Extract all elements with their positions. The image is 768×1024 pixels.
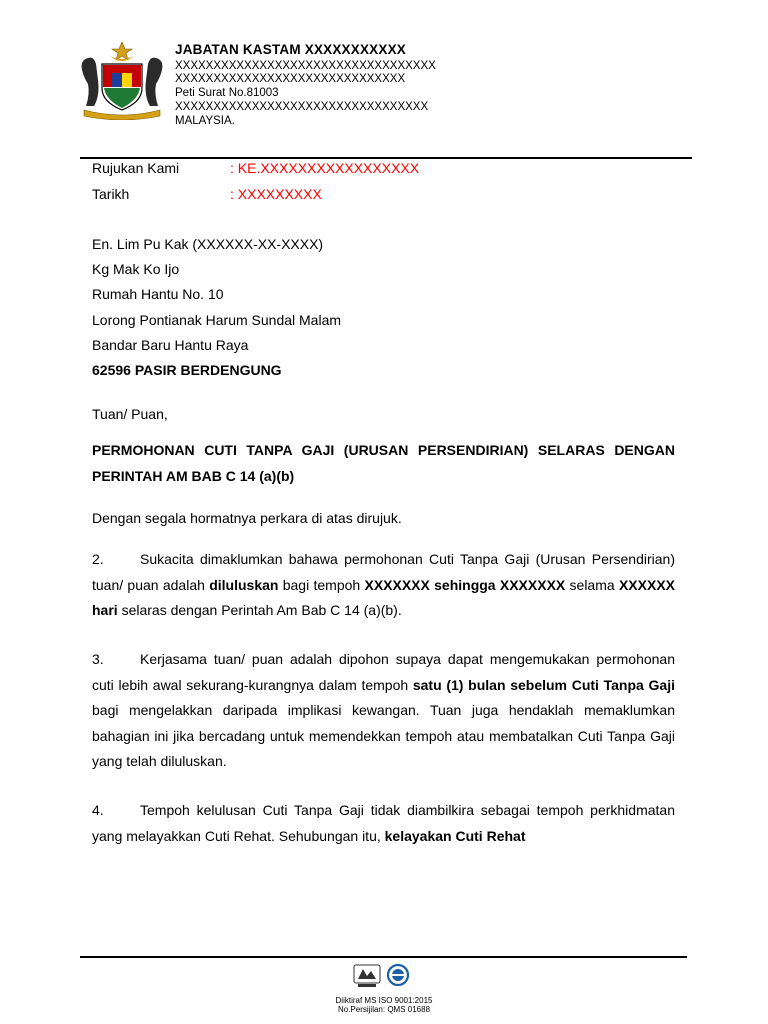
rujukan-value: : KE.XXXXXXXXXXXXXXXXX bbox=[230, 160, 420, 176]
paragraph-4: 4. Tempoh kelulusan Cuti Tanpa Gaji tidak diambilkira sebagai tempoh perkhidmatan yang melayakkan Cuti Rehat. Sehubungan itu, kelayakan Cuti Rehat bbox=[92, 798, 675, 849]
address-line-1: XXXXXXXXXXXXXXXXXXXXXXXXXXXXXXXXXX bbox=[175, 60, 436, 72]
recipient-address-line: Lorong Pontianak Harum Sundal Malam bbox=[92, 312, 342, 328]
paragraph-number: 3. bbox=[92, 651, 104, 667]
recipient-address-line: Kg Mak Ko Ijo bbox=[92, 261, 180, 277]
address-line-3: XXXXXXXXXXXXXXXXXXXXXXXXXXXXXXXXX bbox=[175, 101, 429, 113]
iso-certification-logos-icon bbox=[352, 962, 416, 992]
letter-subject: PERMOHONAN CUTI TANPA GAJI (URUSAN PERSENDIRIAN) SELARAS DENGAN PERINTAH AM BAB C 14 (a)(b) bbox=[92, 442, 675, 484]
header-divider bbox=[80, 157, 692, 159]
address-line-2: XXXXXXXXXXXXXXXXXXXXXXXXXXXXXX bbox=[175, 73, 406, 85]
department-title: JABATAN KASTAM XXXXXXXXXXX bbox=[175, 42, 406, 57]
salutation: Tuan/ Puan, bbox=[92, 406, 168, 422]
paragraph-number: 2. bbox=[92, 551, 104, 567]
recipient-address-line: Bandar Baru Hantu Raya bbox=[92, 337, 249, 353]
recipient-address-line: Rumah Hantu No. 10 bbox=[92, 286, 224, 302]
tarikh-value: : XXXXXXXXX bbox=[230, 186, 322, 202]
coat-of-arms-icon bbox=[76, 40, 168, 120]
paragraph-3: 3. Kerjasama tuan/ puan adalah dipohon supaya dapat mengemukakan permohonan cuti lebih awal sekurang-kurangnya dalam tempoh satu (1) bulan sebelum Cuti Tanpa Gaji bagi mengelakkan daripada implikasi kewangan. Tuan juga hendaklah memaklumkan bahagian ini jika bercadang untuk memendekkan tempoh atau membatalkan Cuti Tanpa Gaji yang telah diluluskan. bbox=[92, 647, 675, 775]
recipient-name: En. Lim Pu Kak (XXXXXX-XX-XXXX) bbox=[92, 236, 324, 252]
country-line: MALAYSIA. bbox=[175, 115, 235, 127]
opening-sentence: Dengan segala hormatnya perkara di atas dirujuk. bbox=[92, 510, 402, 526]
recipient-postcode: 62596 PASIR BERDENGUNG bbox=[92, 362, 282, 378]
iso-cert-line: Diiktiraf MS ISO 9001:2015 bbox=[335, 996, 433, 1005]
po-box-line: Peti Surat No.81003 bbox=[175, 87, 279, 99]
cert-number-line: No.Persijilan: QMS 01688 bbox=[337, 1005, 431, 1014]
footer-divider bbox=[80, 956, 687, 958]
paragraph-2: 2. Sukacita dimaklumkan bahawa permohonan Cuti Tanpa Gaji (Urusan Persendirian) tuan/ puan adalah diluluskan bagi tempoh XXXXXXX sehingga XXXXXXX selama XXXXXX hari selaras dengan Perintah Am Bab C 14 (a)(b). bbox=[92, 547, 675, 624]
rujukan-label: Rujukan Kami bbox=[92, 160, 180, 176]
tarikh-label: Tarikh bbox=[92, 186, 130, 202]
paragraph-number: 4. bbox=[92, 802, 104, 818]
